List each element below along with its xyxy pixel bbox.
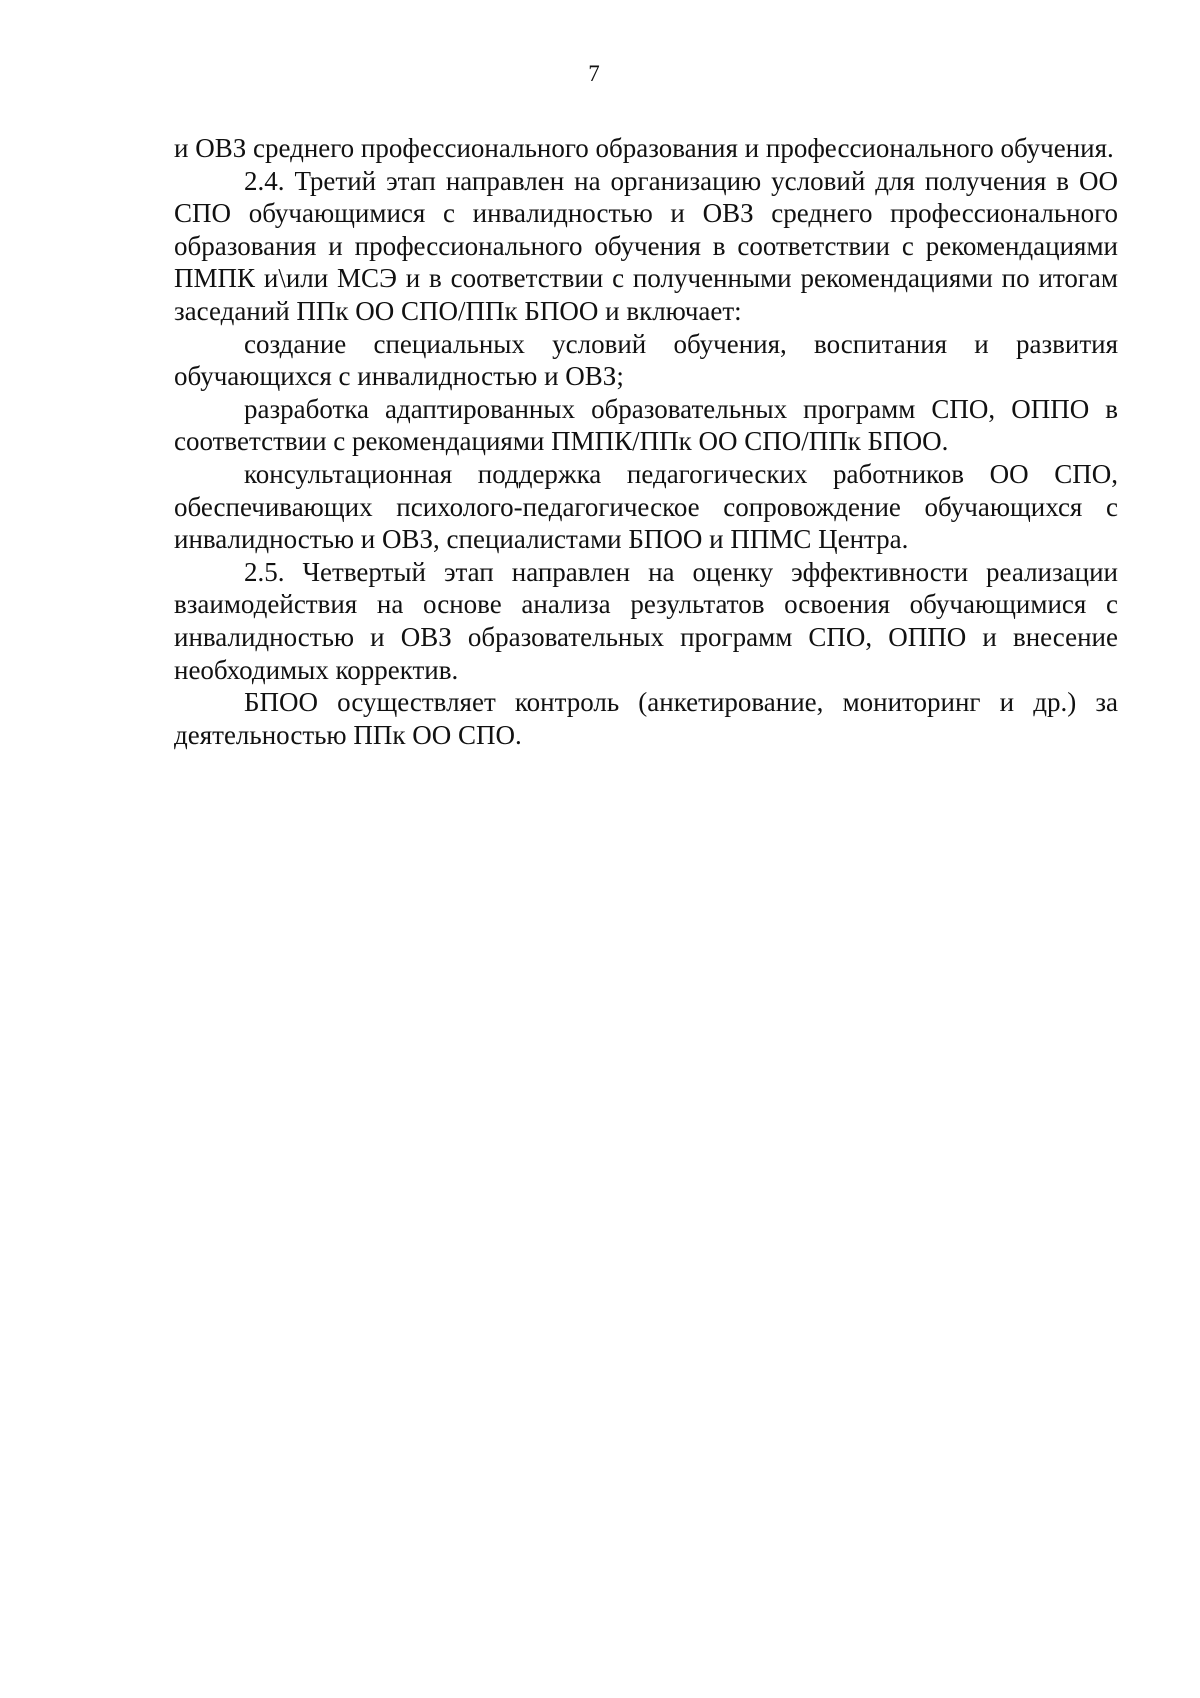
paragraph-special-conditions: создание специальных условий обучения, воспитания и развития обучающихся с инвалидностью и ОВЗ; — [174, 328, 1118, 392]
paragraph-stage-3: 2.4. Третий этап направлен на организацию условий для получения в ОО СПО обучающимися с инвалидностью и ОВЗ среднего профессионального образования и профессионального обучения в соответствии с рекомендациями ПМПК и\или МСЭ и в соответствии с полученными рекомендациями по итогам заседаний ППк ОО СПО/ППк БПОО и включает: — [174, 165, 1118, 326]
page-number: 7 — [588, 61, 600, 86]
paragraph-stage-4: 2.5. Четвертый этап направлен на оценку эффективности реализации взаимодействия на основе анализа результатов освоения обучающимися с инвалидностью и ОВЗ образовательных программ СПО, ОППО и внесение необходимых корректив. — [174, 556, 1118, 685]
paragraph-adapted-programs: разработка адаптированных образовательных программ СПО, ОППО в соответствии с рекомендациями ПМПК/ППк ОО СПО/ППк БПОО. — [174, 393, 1118, 457]
paragraph-continuation: и ОВЗ среднего профессионального образования и профессионального обучения. — [174, 133, 1114, 163]
paragraph-control: БПОО осуществляет контроль (анкетирование, мониторинг и др.) за деятельностью ППк ОО СПО. — [174, 687, 1118, 750]
paragraph-consulting-support: консультационная поддержка педагогических работников ОО СПО, обеспечивающих психолого-педагогическое сопровождение обучающихся с инвалидностью и ОВЗ, специалистами БПОО и ППМС Центра. — [174, 458, 1118, 555]
document-body — [174, 132, 1118, 751]
